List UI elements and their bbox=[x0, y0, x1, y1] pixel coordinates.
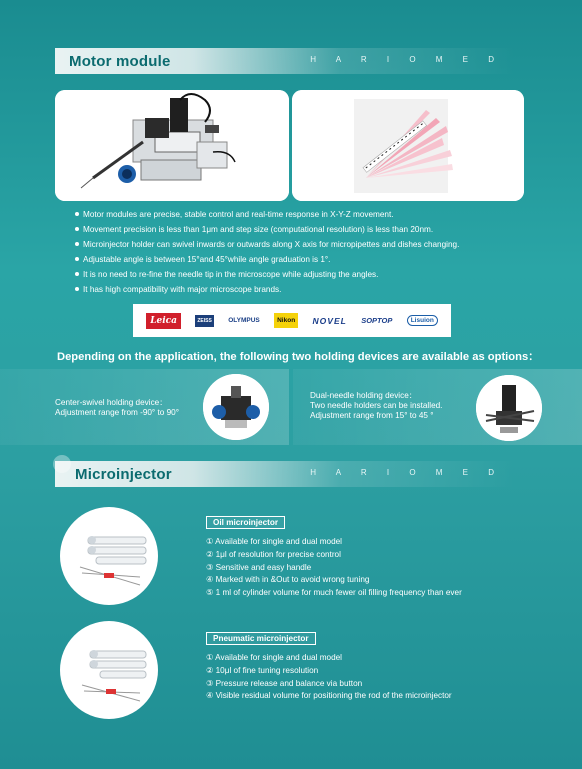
list-item: ① Available for single and dual model bbox=[206, 537, 343, 546]
angle-graduation-photo bbox=[292, 90, 524, 201]
pneumatic-microinjector-features bbox=[206, 652, 452, 703]
dual-needle-option bbox=[293, 369, 582, 445]
pneumatic-microinjector-title: Pneumatic microinjector bbox=[206, 632, 316, 645]
list-item: Motor modules are precise, stable control and real-time response in X-Y-Z movement. bbox=[75, 207, 545, 222]
logo-lisuion: Lisuion bbox=[407, 315, 438, 326]
motor-module-photo bbox=[55, 90, 289, 201]
motor-module-header bbox=[55, 48, 515, 74]
dual-needle-description: Two needle holders can be installed. bbox=[310, 401, 443, 410]
motor-features-list bbox=[75, 207, 545, 297]
logo-soptop: SOPTOP bbox=[361, 316, 393, 325]
logo-nikon: Nikon bbox=[274, 313, 298, 328]
microinjector-header bbox=[55, 461, 515, 487]
oil-microinjector-title: Oil microinjector bbox=[206, 516, 285, 529]
brand-text: H A R I O M E D bbox=[310, 55, 503, 64]
oil-microinjector-features bbox=[206, 536, 462, 600]
logo-novel: NOVEL bbox=[312, 315, 347, 326]
list-item: Adjustable angle is between 15°and 45°while angle graduation is 1°. bbox=[75, 252, 545, 267]
list-item: ⑤ 1 ml of cylinder volume for much fewer oil filling frequency than ever bbox=[206, 588, 462, 598]
brand-text: H A R I O M E D bbox=[310, 468, 503, 477]
options-heading: Depending on the application, the following two holding devices are available as options： bbox=[57, 351, 540, 363]
center-swivel-title: Center-swivel holding device： bbox=[55, 398, 168, 407]
center-swivel-range: Adjustment range from -90° to 90° bbox=[55, 408, 179, 417]
dual-needle-range: Adjustment range from 15° to 45 ° bbox=[310, 411, 434, 420]
center-swivel-device-image bbox=[203, 374, 269, 440]
decorative-dot bbox=[53, 455, 71, 473]
microscope-brand-logos bbox=[133, 304, 451, 337]
center-swivel-text bbox=[55, 398, 179, 418]
microinjector-title: Microinjector bbox=[75, 465, 172, 483]
dual-needle-device-image bbox=[476, 375, 542, 441]
dual-needle-text bbox=[310, 391, 442, 421]
list-item: ② 10μl of fine tuning resolution bbox=[206, 665, 319, 675]
list-item: ③ Sensitive and easy handle bbox=[206, 562, 312, 572]
motor-module-title: Motor module bbox=[69, 52, 171, 70]
center-swivel-option bbox=[0, 369, 289, 445]
list-item: ① Available for single and dual model bbox=[206, 653, 343, 662]
list-item: ④ Visible residual volume for positioning the rod of the microinjector bbox=[206, 691, 452, 701]
pneumatic-microinjector-image bbox=[60, 621, 158, 719]
list-item: Movement precision is less than 1μm and step size (computational resolution) is less than 20nm. bbox=[75, 222, 545, 237]
dual-needle-title: Dual-needle holding device： bbox=[310, 391, 417, 400]
list-item: ② 1μl of resolution for precise control bbox=[206, 549, 341, 559]
list-item: It has high compatibility with major microscope brands. bbox=[75, 282, 545, 297]
list-item: It is no need to re-fine the needle tip in the microscope while adjusting the angles. bbox=[75, 267, 545, 282]
list-item: ③ Pressure release and balance via button bbox=[206, 678, 363, 688]
oil-microinjector-image bbox=[60, 507, 158, 605]
list-item: ④ Marked with in &Out to avoid wrong tuning bbox=[206, 575, 370, 585]
logo-olympus: OLYMPUS bbox=[228, 317, 260, 324]
logo-leica: Leica bbox=[146, 313, 181, 329]
list-item: Microinjector holder can swivel inwards or outwards along X axis for micropipettes and dishes changing. bbox=[75, 237, 545, 252]
logo-zeiss: ZEISS bbox=[195, 315, 213, 327]
